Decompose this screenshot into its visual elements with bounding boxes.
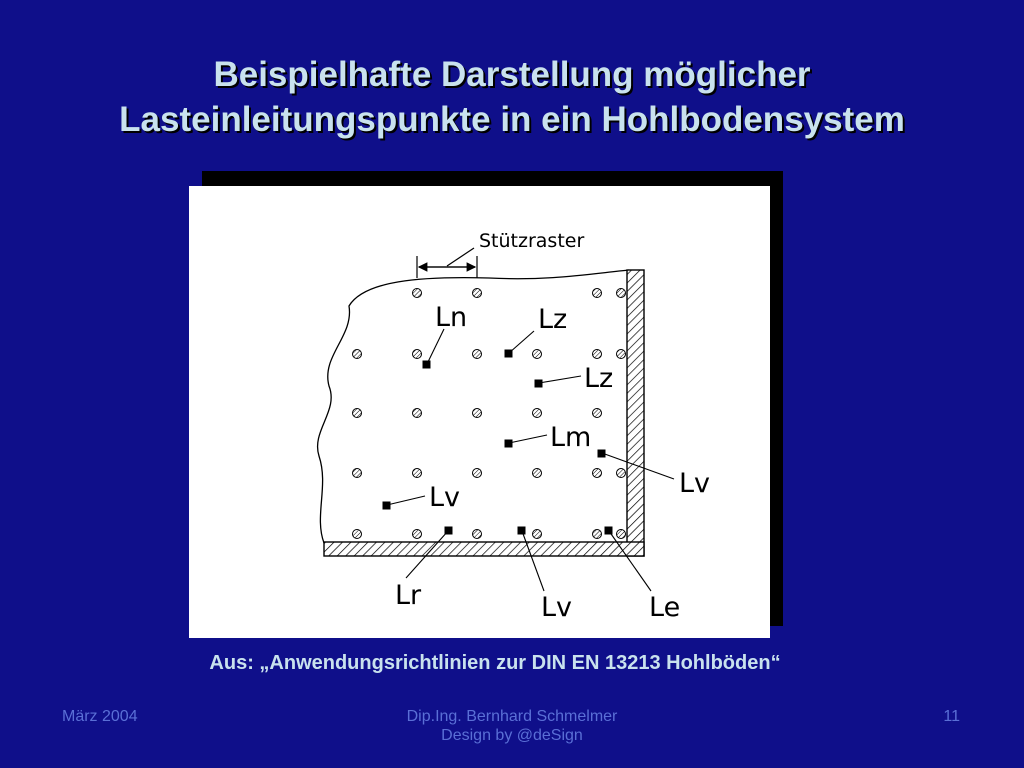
footer-author-name: Dip.Ing. Bernhard Schmelmer — [406, 708, 618, 725]
slide-title-line-1: Beispielhafte Darstellung möglicher — [213, 55, 811, 94]
source-caption: Aus: „Anwendungsrichtlinien zur DIN EN 13213 Hohlböden“ — [209, 652, 781, 674]
floor-diagram — [189, 186, 770, 638]
load-label-lz-1: Lz — [538, 304, 568, 335]
load-label-lz-2: Lz — [584, 363, 614, 394]
load-label-le: Le — [649, 592, 681, 623]
load-label-lv-bottom: Lv — [541, 592, 573, 623]
load-label-lv-left: Lv — [429, 482, 461, 513]
load-label-lm: Lm — [550, 422, 592, 453]
footer-design-credit: Design by @deSign — [441, 727, 583, 744]
load-label-ln: Ln — [435, 302, 468, 333]
footer-page-number: 11 — [943, 708, 960, 725]
grid-spacing-label: Stützraster — [479, 230, 585, 252]
load-label-lv-right: Lv — [679, 468, 711, 499]
right-wall — [627, 270, 644, 556]
load-label-lr: Lr — [395, 580, 422, 611]
footer-date: März 2004 — [62, 708, 138, 725]
slide-title — [0, 52, 1024, 142]
floor-edge-outline — [318, 270, 629, 543]
slide-title-line-2: Lasteinleitungspunkte in ein Hohlbodensystem — [119, 100, 905, 139]
grid-spacing-dimension — [417, 248, 477, 278]
support-pedestals — [353, 289, 626, 539]
footer-author — [362, 707, 662, 745]
bottom-wall — [324, 542, 644, 556]
